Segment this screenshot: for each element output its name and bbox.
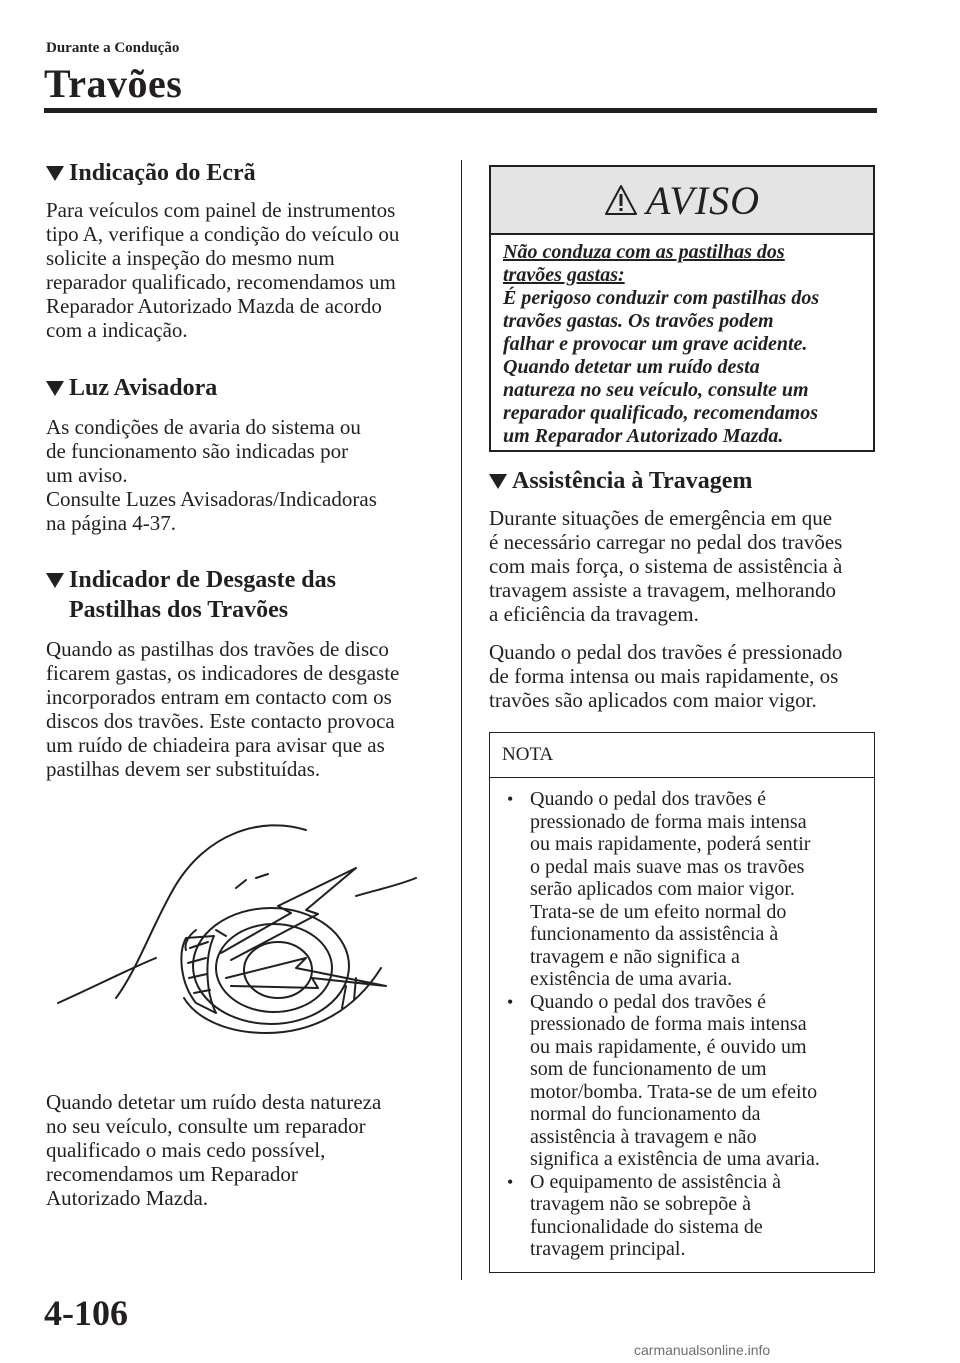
text-line: um Reparador Autorizado Mazda. [503, 425, 784, 447]
section-heading [46, 373, 441, 403]
text-line: pressionado de forma mais intensa [530, 1013, 807, 1035]
warning-body [491, 235, 873, 454]
section-heading-text: Assistência à Travagem [512, 468, 753, 494]
text-line: Quando as pastilhas dos travões de disco [46, 637, 389, 661]
section-body [489, 506, 875, 626]
text-line: solicite a inspeção do mesmo num [46, 246, 335, 270]
running-header-section: Durante a Condução [46, 40, 180, 56]
text-line: travões são aplicados com maior vigor. [489, 688, 817, 712]
section-indicacao-do-ecra [46, 158, 441, 342]
warning-triangle-icon [604, 184, 638, 216]
triangle-bullet-icon [489, 474, 507, 489]
note-box [489, 732, 875, 1273]
text-line: existência de uma avaria. [530, 968, 733, 990]
motion-marks [236, 874, 268, 888]
text-line: é necessário carregar no pedal dos travões [489, 530, 843, 554]
text-line: Quando o pedal dos travões é [530, 788, 767, 810]
text-line: travagem e não significa a [530, 945, 740, 968]
note-title: NOTA [490, 733, 874, 778]
text-line: pressionado de forma mais intensa [530, 810, 807, 833]
text-line: travões gastas: [503, 264, 625, 286]
text-line: Não conduza com as pastilhas dos [503, 241, 785, 263]
text-line: a eficiência da travagem. [489, 602, 699, 626]
text-line: som de funcionamento de um [530, 1058, 767, 1080]
section-body [46, 637, 441, 781]
section-body [489, 640, 875, 712]
text-line: no seu veículo, consulte um reparador [46, 1114, 366, 1138]
text-line: incorporados entram em contacto com os [46, 685, 392, 709]
text-line: serão aplicados com maior vigor. [530, 878, 795, 900]
section-heading [46, 565, 441, 625]
text-line: travagem assiste a travagem, melhorando [489, 578, 836, 602]
tire-outline [116, 825, 306, 998]
watermark: carmanualsonline.info [634, 1342, 771, 1358]
section-heading-text: Indicação do Ecrã [69, 160, 256, 186]
note-item [502, 1171, 864, 1261]
bullet-icon: • [507, 991, 514, 1012]
text-line: funcionamento da assistência à [530, 923, 779, 945]
text-line: de forma intensa ou mais rapidamente, os [489, 664, 839, 688]
text-line: Quando o pedal dos travões é [530, 990, 767, 1013]
triangle-bullet-icon [46, 573, 64, 588]
text-line: um ruído de chiadeira para avisar que as [46, 733, 385, 757]
text-line: qualificado o mais cedo possível, [46, 1138, 326, 1162]
text-line: normal do funcionamento da [530, 1103, 761, 1125]
text-line: com mais força, o sistema de assistência à [489, 554, 843, 578]
text-line: significa a existência de uma avaria. [530, 1148, 820, 1170]
text-line: Quando o pedal dos travões é pressionado [489, 640, 843, 664]
text-line: assistência à travagem e não [530, 1125, 757, 1148]
squeal-sound-icon [226, 958, 386, 988]
text-line: motor/bomba. Trata-se de um efeito [530, 1080, 818, 1103]
section-heading [489, 466, 875, 496]
warning-box [489, 165, 875, 452]
section-luz-avisadora [46, 373, 441, 535]
note-item [502, 788, 864, 991]
note-item [502, 991, 864, 1171]
text-line: ou mais rapidamente, poderá sentir [530, 833, 811, 855]
triangle-bullet-icon [46, 381, 64, 396]
warning-title: AVISO [645, 177, 761, 223]
section-heading-text: Indicador de Desgaste das [69, 567, 336, 593]
section-heading [46, 158, 441, 188]
text-line: Consulte Luzes Avisadoras/Indicadoras [46, 487, 377, 511]
text-line: Para veículos com painel de instrumentos [46, 198, 396, 222]
text-line: Autorizado Mazda. [46, 1186, 209, 1210]
text-line: É perigoso conduzir com pastilhas dos [503, 287, 820, 309]
bullet-icon: • [507, 789, 514, 809]
text-line: Reparador Autorizado Mazda de acordo [46, 294, 382, 318]
section-indicador-desgaste [46, 565, 441, 781]
page-number: 4-106 [44, 1293, 128, 1333]
text-line: travões gastas. Os travões podem [503, 310, 774, 332]
warning-header [491, 167, 873, 235]
text-line: ficarem gastas, os indicadores de desgaste [46, 661, 400, 685]
header-rule [44, 108, 877, 113]
text-line: falhar e provocar um grave acidente. [503, 333, 808, 355]
section-body [46, 415, 441, 535]
text-line: Quando detetar um ruído desta natureza [46, 1090, 382, 1114]
column-divider [461, 160, 462, 1280]
text-line: O equipamento de assistência à [530, 1170, 782, 1193]
note-body [490, 778, 874, 1269]
section-body-after-figure [46, 1090, 441, 1210]
body-line [356, 878, 416, 896]
section-assistencia-travagem [489, 466, 875, 712]
text-line: na página 4-37. [46, 511, 177, 535]
text-line: funcionalidade do sistema de [530, 1215, 763, 1238]
text-line: Quando detetar um ruído desta [503, 356, 760, 378]
warning-subtitle [503, 241, 863, 287]
text-line: discos dos travões. Este contacto provoca [46, 709, 395, 733]
section-body [46, 198, 441, 342]
section-heading-text: Luz Avisadora [69, 375, 218, 401]
text-line: As condições de avaria do sistema ou [46, 415, 361, 439]
text-line: o pedal mais suave mas os travões [530, 855, 805, 878]
text-line: de funcionamento são indicadas por [46, 439, 349, 463]
text-line: com a indicação. [46, 318, 188, 342]
text-line: travagem principal. [530, 1238, 686, 1260]
text-line: Trata-se de um efeito normal do [530, 900, 787, 923]
text-line: pastilhas devem ser substituídas. [46, 757, 321, 781]
text-line: um aviso. [46, 463, 128, 487]
triangle-bullet-icon [46, 166, 64, 181]
text-line: reparador qualificado, recomendamos [503, 402, 818, 424]
section-heading-text: Pastilhas dos Travões [69, 597, 289, 623]
bullet-icon: • [507, 1171, 514, 1192]
brake-wear-indicator-illustration [56, 818, 426, 1048]
text-line: natureza no seu veículo, consulte um [503, 379, 809, 401]
text-line: recomendamos um Reparador [46, 1162, 298, 1186]
text-line: tipo A, verifique a condição do veículo ou [46, 222, 400, 246]
text-line: reparador qualificado, recomendamos um [46, 270, 396, 294]
page-title: Travões [44, 61, 183, 106]
fender-line [58, 958, 156, 1003]
text-line: Durante situações de emergência em que [489, 506, 833, 530]
squeal-sound-icon [221, 868, 356, 960]
text-line: ou mais rapidamente, é ouvido um [530, 1035, 807, 1058]
text-line: travagem não se sobrepõe à [530, 1193, 752, 1215]
